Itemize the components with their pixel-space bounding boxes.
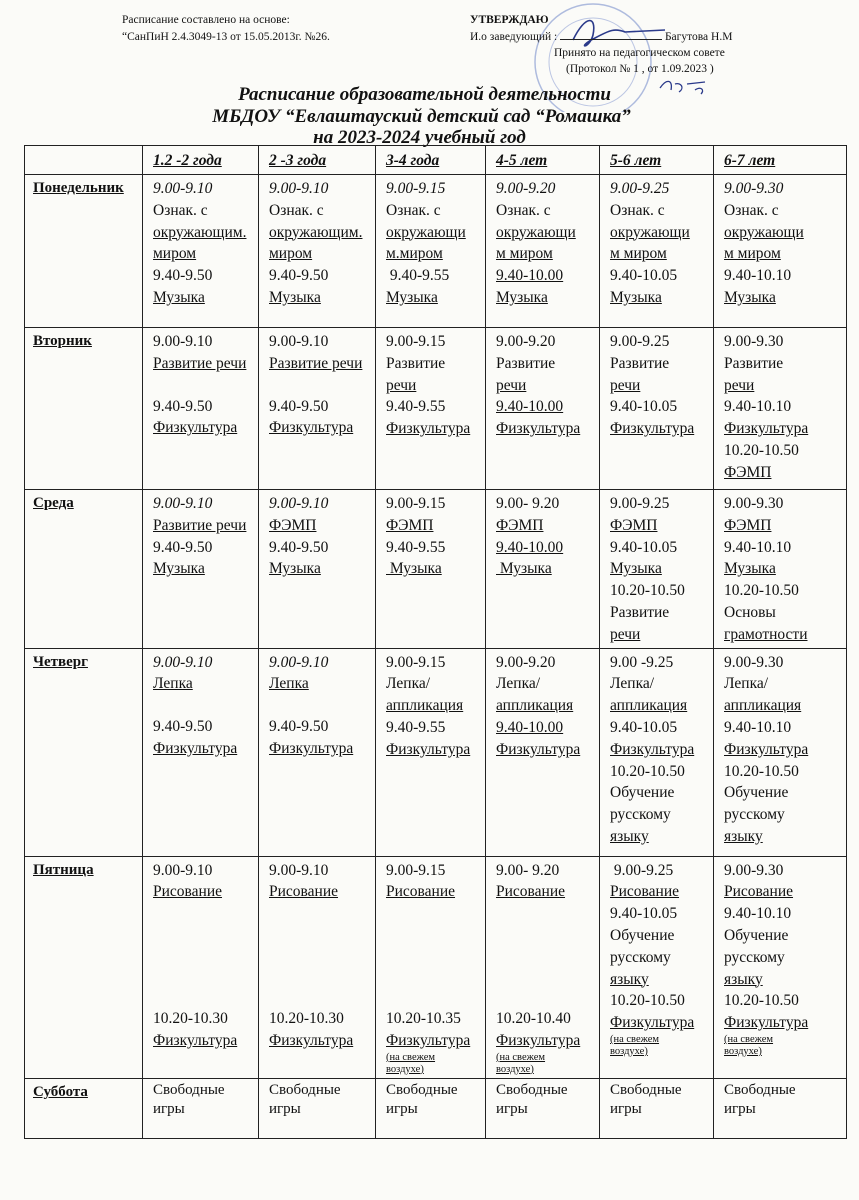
subject: ФЭМП bbox=[496, 516, 544, 534]
time: 9.40-10.10 bbox=[724, 538, 792, 556]
cell bbox=[486, 856, 600, 1078]
note: (на свежем bbox=[610, 1033, 660, 1045]
cell bbox=[714, 175, 847, 328]
subject: речи bbox=[610, 376, 641, 394]
cell bbox=[376, 856, 486, 1078]
time: 9.00-9.10 bbox=[269, 180, 329, 197]
subject: Ознак. с bbox=[386, 201, 441, 219]
subject: окружающим. bbox=[269, 223, 363, 241]
cell bbox=[143, 490, 259, 649]
subject: Свободные bbox=[269, 1081, 341, 1098]
time: 9.40-9.50 bbox=[269, 397, 329, 415]
cell bbox=[714, 328, 847, 490]
note: воздухе) bbox=[496, 1063, 534, 1075]
subject: м миром bbox=[610, 245, 667, 263]
col-header: 5-6 лет bbox=[600, 146, 714, 175]
time: 9.40-9.50 bbox=[269, 267, 329, 285]
cell bbox=[259, 1078, 376, 1138]
subject: Рисование bbox=[386, 883, 456, 901]
subject: Ознак. с bbox=[610, 201, 665, 219]
subject: ФЭМП bbox=[724, 516, 772, 534]
subject: ФЭМП bbox=[386, 516, 434, 534]
subject: Физкультура bbox=[724, 740, 809, 758]
subject: языку bbox=[724, 970, 763, 988]
time: 9.40-10.00 bbox=[496, 718, 564, 736]
cell bbox=[600, 490, 714, 649]
subject: Рисование bbox=[153, 883, 223, 901]
cell bbox=[486, 175, 600, 328]
subject: Основы bbox=[724, 603, 776, 621]
time: 10.20-10.50 bbox=[724, 441, 799, 459]
time: 9.00-9.15 bbox=[386, 495, 446, 512]
subject: игры bbox=[153, 1100, 185, 1117]
subject: Физкультура bbox=[269, 739, 354, 757]
time: 9.40-9.55 bbox=[386, 398, 446, 416]
time: 9.00-9.15 bbox=[386, 653, 446, 671]
subject: м.миром bbox=[386, 245, 443, 263]
subject: игры bbox=[724, 1100, 756, 1117]
council-line: Принято на педагогическом совете bbox=[554, 47, 725, 59]
subject: окружающи bbox=[496, 223, 576, 241]
subject: грамотности bbox=[724, 625, 808, 643]
subject: миром bbox=[269, 245, 313, 263]
subject: Музыка bbox=[496, 560, 552, 578]
subject: Музыка bbox=[496, 288, 548, 306]
acting-head-label: И.о заведующий : bbox=[470, 31, 558, 43]
subject: игры bbox=[269, 1100, 301, 1117]
subject: Свободные bbox=[724, 1081, 796, 1098]
cell bbox=[376, 175, 486, 328]
cell bbox=[600, 175, 714, 328]
time: 9.40-9.55 bbox=[386, 718, 446, 736]
time: 9.00- 9.20 bbox=[496, 861, 560, 879]
subject: Музыка bbox=[724, 560, 776, 578]
header-row bbox=[25, 146, 847, 175]
subject: Лепка/ bbox=[386, 675, 431, 693]
subject: Свободные bbox=[610, 1081, 682, 1098]
note: (на свежем bbox=[496, 1051, 546, 1063]
subject: Свободные bbox=[496, 1081, 568, 1098]
subject: Развитие bbox=[610, 603, 670, 621]
subject: Лепка/ bbox=[496, 675, 541, 693]
title-line-3: на 2023-2024 учебный год bbox=[313, 127, 526, 148]
time: 9.00-9.10 bbox=[153, 653, 213, 671]
subject: игры bbox=[496, 1100, 528, 1117]
time: 9.40-9.50 bbox=[153, 397, 213, 415]
subject: Музыка bbox=[386, 560, 442, 578]
note: (на свежем bbox=[724, 1033, 774, 1045]
corner-cell bbox=[25, 146, 143, 175]
subject: Ознак. с bbox=[496, 201, 551, 219]
schedule-table bbox=[24, 145, 847, 1139]
subject: речи bbox=[496, 376, 527, 394]
subject: Рисование bbox=[610, 883, 680, 901]
subject: Рисование bbox=[496, 883, 566, 901]
subject: Музыка bbox=[153, 560, 205, 578]
cell bbox=[143, 648, 259, 856]
cell bbox=[600, 856, 714, 1078]
cell bbox=[600, 1078, 714, 1138]
time: 9.40-10.00 bbox=[496, 267, 564, 285]
time: 9.00-9.10 bbox=[153, 333, 213, 350]
subject: языку bbox=[610, 970, 649, 988]
cell bbox=[714, 856, 847, 1078]
subject: Развитие речи bbox=[153, 516, 247, 534]
approval-block bbox=[470, 12, 830, 77]
time: 9.40-9.50 bbox=[153, 538, 213, 556]
subject: Лепка bbox=[153, 675, 193, 693]
cell bbox=[600, 648, 714, 856]
row-friday bbox=[25, 856, 847, 1078]
cell bbox=[143, 856, 259, 1078]
col-header: 4-5 лет bbox=[486, 146, 600, 175]
title-line-1: Расписание образовательной деятельности bbox=[238, 84, 611, 105]
protocol-line: (Протокол № 1 , от 1.09.2023 ) bbox=[566, 63, 714, 75]
subject: Обучение bbox=[610, 926, 675, 944]
row-tuesday bbox=[25, 328, 847, 490]
subject: Физкультура bbox=[153, 1031, 238, 1049]
subject: Обучение bbox=[610, 784, 675, 802]
subject: Музыка bbox=[269, 288, 321, 306]
subject: окружающим. bbox=[153, 223, 247, 241]
time: 10.20-10.50 bbox=[610, 992, 685, 1010]
time: 9.00-9.20 bbox=[496, 333, 556, 350]
time: 9.40-10.05 bbox=[610, 718, 678, 736]
subject: Лепка/ bbox=[724, 675, 769, 693]
time: 9.40-10.05 bbox=[610, 398, 678, 416]
row-monday bbox=[25, 175, 847, 328]
subject: Физкультура bbox=[496, 1031, 581, 1049]
cell bbox=[376, 1078, 486, 1138]
col-header: 3-4 года bbox=[376, 146, 486, 175]
cell bbox=[259, 490, 376, 649]
time: 9.00-9.10 bbox=[269, 861, 329, 879]
time: 9.00-9.15 bbox=[386, 333, 446, 350]
subject: игры bbox=[610, 1100, 642, 1117]
subject: миром bbox=[153, 245, 197, 263]
approve-label: УТВЕРЖДАЮ bbox=[470, 14, 549, 26]
subject: русскому bbox=[610, 806, 671, 824]
subject: окружающи bbox=[724, 223, 804, 241]
subject: аппликация bbox=[724, 697, 802, 715]
time: 9.00-9.10 bbox=[153, 180, 213, 197]
subject: Свободные bbox=[386, 1081, 458, 1098]
time: 9.00-9.25 bbox=[610, 495, 670, 512]
subject: ФЭМП bbox=[724, 463, 772, 481]
day-label: Суббота bbox=[25, 1078, 143, 1138]
time: 9.40-9.50 bbox=[269, 718, 329, 736]
subject: Физкультура bbox=[610, 1014, 695, 1032]
basis-line-2: “СанПиН 2.4.3049-13 от 15.05.2013г. №26. bbox=[122, 31, 330, 43]
time: 9.00-9.30 bbox=[724, 333, 784, 350]
time: 9.00-9.25 bbox=[610, 180, 670, 197]
col-header: 2 -3 года bbox=[259, 146, 376, 175]
time: 9.40-9.55 bbox=[386, 538, 446, 556]
day-label: Четверг bbox=[25, 648, 143, 856]
subject: русскому bbox=[724, 948, 785, 966]
time: 10.20-10.50 bbox=[724, 762, 799, 780]
subject: окружающи bbox=[386, 223, 466, 241]
subject: Физкультура bbox=[269, 1031, 354, 1049]
subject: Обучение bbox=[724, 784, 789, 802]
time: 10.20-10.50 bbox=[610, 762, 685, 780]
subject: речи bbox=[610, 625, 641, 643]
time: 9.00-9.15 bbox=[386, 861, 446, 879]
subject: Физкультура bbox=[269, 419, 354, 437]
time: 9.00 -9.25 bbox=[610, 653, 674, 671]
time: 9.00-9.15 bbox=[386, 180, 446, 197]
subject: игры bbox=[386, 1100, 418, 1117]
cell bbox=[259, 328, 376, 490]
time: 9.00-9.10 bbox=[153, 861, 213, 879]
time: 10.20-10.40 bbox=[496, 1010, 571, 1028]
subject: русскому bbox=[724, 806, 785, 824]
subject: аппликация bbox=[496, 697, 574, 715]
subject: Рисование bbox=[269, 883, 339, 901]
time: 9.40-10.05 bbox=[610, 905, 678, 923]
subject: Физкультура bbox=[386, 1031, 471, 1049]
time: 9.00-9.30 bbox=[724, 495, 784, 512]
time: 9.40-10.05 bbox=[610, 538, 678, 556]
cell bbox=[486, 328, 600, 490]
subject: Лепка/ bbox=[610, 675, 655, 693]
note: воздухе) bbox=[724, 1045, 762, 1057]
subject: Музыка bbox=[610, 560, 662, 578]
time: 10.20-10.50 bbox=[610, 582, 685, 600]
cell bbox=[486, 1078, 600, 1138]
row-saturday bbox=[25, 1078, 847, 1138]
subject: Физкультура bbox=[610, 740, 695, 758]
time: 10.20-10.30 bbox=[153, 1010, 228, 1028]
cell bbox=[376, 328, 486, 490]
subject: речи bbox=[724, 376, 755, 394]
cell bbox=[143, 1078, 259, 1138]
cell bbox=[486, 490, 600, 649]
day-label: Пятница bbox=[25, 856, 143, 1078]
day-label: Среда bbox=[25, 490, 143, 649]
subject: аппликация bbox=[610, 697, 688, 715]
subject: аппликация bbox=[386, 697, 464, 715]
subject: Физкультура bbox=[610, 420, 695, 438]
time: 9.40-10.10 bbox=[724, 905, 792, 923]
subject: Физкультура bbox=[153, 419, 238, 437]
cell bbox=[714, 490, 847, 649]
time: 9.00-9.20 bbox=[496, 180, 556, 197]
subject: Развитие речи bbox=[269, 354, 363, 372]
cell bbox=[259, 175, 376, 328]
subject: языку bbox=[724, 827, 763, 845]
subject: Развитие bbox=[610, 354, 670, 372]
subject: Ознак. с bbox=[724, 201, 779, 219]
subject: языку bbox=[610, 827, 649, 845]
subject: Лепка bbox=[269, 675, 309, 693]
time: 9.00-9.20 bbox=[496, 653, 556, 671]
time: 9.00-9.10 bbox=[269, 495, 329, 512]
subject: Развитие bbox=[724, 354, 784, 372]
time: 9.40-10.05 bbox=[610, 267, 678, 285]
time: 9.00- 9.20 bbox=[496, 495, 560, 512]
time: 9.40-10.00 bbox=[496, 538, 564, 556]
subject: Музыка bbox=[610, 288, 662, 306]
subject: Музыка bbox=[386, 288, 438, 306]
day-label: Вторник bbox=[25, 328, 143, 490]
subject: Физкультура bbox=[386, 740, 471, 758]
time: 9.00-9.30 bbox=[724, 653, 784, 671]
time: 10.20-10.35 bbox=[386, 1010, 461, 1028]
subject: ФЭМП bbox=[269, 516, 317, 534]
row-wednesday bbox=[25, 490, 847, 649]
col-header: 1.2 -2 года bbox=[143, 146, 259, 175]
cell bbox=[143, 175, 259, 328]
cell bbox=[143, 328, 259, 490]
time: 10.20-10.50 bbox=[724, 992, 799, 1010]
subject: Развитие bbox=[386, 354, 446, 372]
row-thursday bbox=[25, 648, 847, 856]
time: 10.20-10.50 bbox=[724, 582, 799, 600]
subject: Физкультура bbox=[153, 739, 238, 757]
subject: Физкультура bbox=[496, 740, 581, 758]
head-name: Багутова Н.М bbox=[664, 31, 733, 43]
time: 9.00-9.25 bbox=[610, 333, 670, 350]
time: 9.40-10.00 bbox=[496, 398, 564, 416]
time: 9.00-9.30 bbox=[724, 180, 784, 197]
time: 9.40-10.10 bbox=[724, 718, 792, 736]
acting-head-line bbox=[470, 29, 830, 45]
time: 9.00-9.25 bbox=[610, 861, 674, 879]
note: воздухе) bbox=[610, 1045, 648, 1057]
subject: Физкультура bbox=[724, 1014, 809, 1032]
subject: русскому bbox=[610, 948, 671, 966]
time: 9.40-10.10 bbox=[724, 398, 792, 416]
subject: Свободные bbox=[153, 1081, 225, 1098]
subject: Ознак. с bbox=[153, 201, 208, 219]
subject: Музыка bbox=[269, 560, 321, 578]
subject: Физкультура bbox=[724, 420, 809, 438]
time: 9.00-9.10 bbox=[269, 653, 329, 671]
subject: Физкультура bbox=[496, 420, 581, 438]
note: (на свежем bbox=[386, 1051, 436, 1063]
time: 9.00-9.30 bbox=[724, 861, 784, 879]
cell bbox=[486, 648, 600, 856]
cell bbox=[376, 648, 486, 856]
subject: Ознак. с bbox=[269, 201, 324, 219]
subject: Музыка bbox=[153, 288, 205, 306]
time: 9.40-9.50 bbox=[153, 267, 213, 285]
time: 9.00-9.10 bbox=[269, 333, 329, 350]
cell bbox=[600, 328, 714, 490]
basis-line-1: Расписание составлено на основе: bbox=[122, 14, 290, 26]
time: 9.40-9.50 bbox=[153, 718, 213, 736]
subject: ФЭМП bbox=[610, 516, 658, 534]
time: 9.00-9.10 bbox=[153, 495, 213, 512]
subject: окружающи bbox=[610, 223, 690, 241]
subject: м миром bbox=[724, 245, 781, 263]
time: 9.40-9.50 bbox=[269, 538, 329, 556]
basis-note bbox=[122, 12, 330, 46]
time: 9.40-9.55 bbox=[386, 267, 450, 285]
cell bbox=[259, 648, 376, 856]
signature-line bbox=[560, 39, 662, 40]
time: 10.20-10.30 bbox=[269, 1010, 344, 1028]
cell bbox=[714, 648, 847, 856]
col-header: 6-7 лет bbox=[714, 146, 847, 175]
cell bbox=[714, 1078, 847, 1138]
subject: Развитие bbox=[496, 354, 556, 372]
subject: м миром bbox=[496, 245, 553, 263]
time: 9.40-10.10 bbox=[724, 267, 792, 285]
cell bbox=[376, 490, 486, 649]
day-label: Понедельник bbox=[25, 175, 143, 328]
title-line-2: МБДОУ “Евлаштауский детский сад “Ромашка” bbox=[212, 106, 631, 127]
subject: Музыка bbox=[724, 288, 776, 306]
subject: Физкультура bbox=[386, 420, 471, 438]
note: воздухе) bbox=[386, 1063, 424, 1075]
subject: Рисование bbox=[724, 883, 794, 901]
subject: Развитие речи bbox=[153, 354, 247, 372]
subject: речи bbox=[386, 376, 417, 394]
cell bbox=[259, 856, 376, 1078]
subject: Обучение bbox=[724, 926, 789, 944]
